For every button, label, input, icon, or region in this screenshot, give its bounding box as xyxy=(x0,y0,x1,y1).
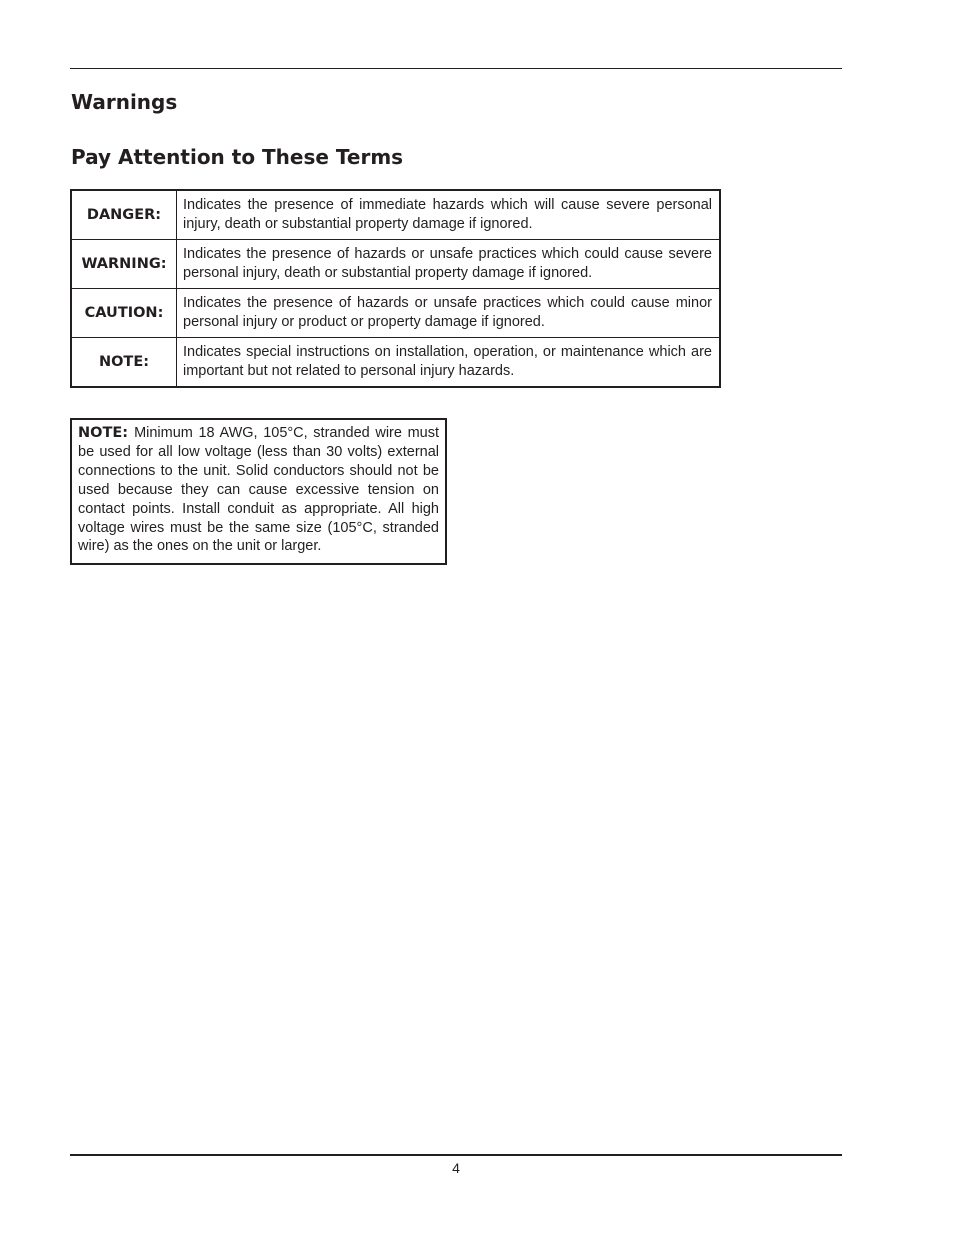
term-label: CAUTION: xyxy=(71,289,177,338)
term-label: NOTE: xyxy=(71,338,177,388)
footer-rule xyxy=(70,1154,842,1156)
term-label: WARNING: xyxy=(71,240,177,289)
header-rule xyxy=(70,68,842,69)
table-row xyxy=(71,289,720,338)
term-definition: Indicates special instructions on installation, operation, or maintenance which are important but not related to personal injury hazards. xyxy=(177,338,721,388)
term-definition: Indicates the presence of hazards or unsafe practices which could cause severe personal injury, death or substantial property damage if ignored. xyxy=(177,240,721,289)
note-label: NOTE: xyxy=(78,425,129,441)
terms-table xyxy=(70,189,721,388)
table-row xyxy=(71,190,720,240)
note-text: Minimum 18 AWG, 105°C, stranded wire must be used for all low voltage (less than 30 volts) external connections to the unit. Solid conductors should not be used because they can cause excessive tension on contact points. Install conduit as appropriate. All high voltage wires must be the same size (105°C, stranded wire) as the ones on the unit or larger. xyxy=(78,425,439,555)
term-label: DANGER: xyxy=(71,190,177,240)
table-row xyxy=(71,338,720,388)
wiring-note-box xyxy=(70,418,447,565)
term-definition: Indicates the presence of hazards or unsafe practices which could cause minor personal injury or product or property damage if ignored. xyxy=(177,289,721,338)
section-title: Warnings xyxy=(71,90,178,114)
page-number: 4 xyxy=(452,1160,460,1176)
term-definition: Indicates the presence of immediate hazards which will cause severe personal injury, death or substantial property damage if ignored. xyxy=(177,190,721,240)
table-row xyxy=(71,240,720,289)
subsection-title: Pay Attention to These Terms xyxy=(71,145,404,169)
